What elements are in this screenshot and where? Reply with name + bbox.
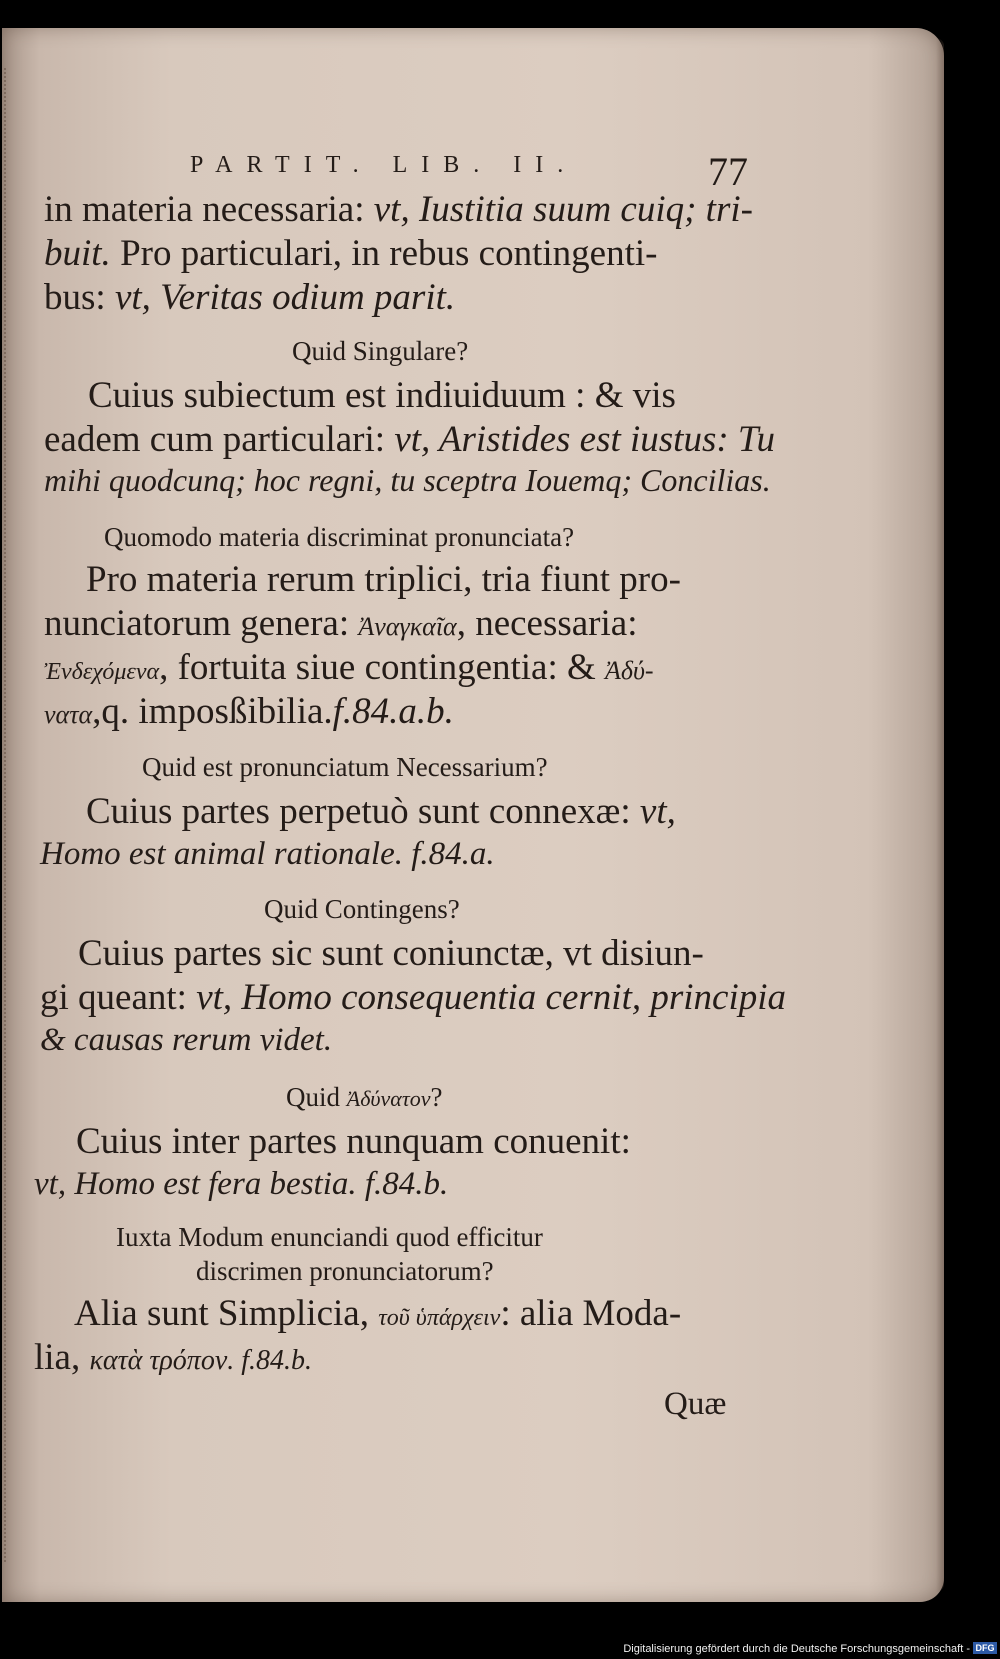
- text-line-16: Cuius inter partes nunquam conuenit:: [76, 1121, 631, 1162]
- page-edge-shadow: [936, 38, 944, 1592]
- greek-text: κατὰ τρόπον. f.84.b.: [89, 1345, 313, 1376]
- text-line-17: vt, Homo est fera bestia. f.84.b.: [34, 1166, 449, 1202]
- greek-text: τοῦ ὑπάρχειν: [378, 1305, 501, 1331]
- text-line-2: [44, 232, 657, 275]
- text-italic: vt, Iustitia suum cuiq; tri-: [373, 189, 753, 230]
- question-text: Quid: [286, 1082, 347, 1112]
- text-line-13: Cuius partes sic sunt coniunctæ, vt disiun-: [78, 933, 704, 974]
- text-line-9: [44, 646, 654, 689]
- greek-text: νατα: [44, 700, 93, 729]
- running-title: PARTIT. LIB. II.: [190, 152, 578, 178]
- text-roman: , fortuita siue contingentia: &: [159, 647, 606, 688]
- text-line-18: [74, 1292, 681, 1335]
- text-roman: : alia Moda-: [500, 1293, 682, 1334]
- text-line-1: [44, 188, 753, 231]
- text-roman: Pro particulari, in rebus contingenti-: [110, 233, 658, 274]
- greek-text: Ἀναγκαῖα: [358, 612, 457, 641]
- greek-text: Ἀδύ-: [605, 656, 654, 685]
- text-roman: bus:: [44, 277, 115, 318]
- question-heading: Quid est pronunciatum Necessarium?: [142, 752, 548, 782]
- catchword: Quæ: [664, 1386, 727, 1422]
- text-italic: vt, Veritas odium parit.: [114, 277, 456, 318]
- text-roman: in materia necessaria:: [44, 189, 374, 230]
- digitization-credit: Digitalisierung gefördert durch die Deutsche Forschungsgemeinschaft -: [623, 1643, 970, 1655]
- text-line-19: [34, 1336, 312, 1379]
- question-heading-line-2: discrimen pronunciatorum?: [196, 1256, 494, 1286]
- question-text: ?: [430, 1082, 443, 1112]
- greek-text: Ἐνδεχόμενα: [44, 659, 160, 685]
- text-italic: vt, Aristides est iustus: Tu: [394, 419, 775, 460]
- question-heading: [286, 1082, 442, 1113]
- text-line-10: [44, 690, 454, 733]
- text-italic: buit.: [44, 233, 111, 274]
- question-heading-line-1: Iuxta Modum enunciandi quod efficitur: [116, 1222, 543, 1252]
- dfg-logo: DFG: [973, 1642, 997, 1654]
- text-line-5: [44, 418, 775, 461]
- text-line-11: [86, 790, 676, 833]
- text-roman: Alia sunt Simplicia,: [74, 1293, 379, 1334]
- text-line-7: Pro materia rerum triplici, tria fiunt pro-: [86, 559, 681, 600]
- text-roman: lia,: [34, 1337, 90, 1378]
- page-number: 77: [708, 149, 748, 194]
- text-roman: gi queant:: [40, 977, 197, 1018]
- text-line-4: Cuius subiectum est indiuiduum : & vis: [88, 375, 676, 416]
- text-line-15: & causas rerum videt.: [40, 1022, 333, 1058]
- question-heading: Quid Contingens?: [264, 894, 460, 924]
- gutter-edge: [4, 68, 10, 1562]
- text-line-14: [40, 976, 786, 1019]
- text-italic: vt,: [639, 791, 676, 832]
- text-roman: Cuius partes perpetuò sunt connexæ:: [86, 791, 640, 832]
- text-roman: eadem cum particulari:: [44, 419, 395, 460]
- text-roman: nunciatorum genera:: [44, 603, 359, 644]
- question-heading: Quid Singulare?: [292, 336, 469, 366]
- text-line-3: [44, 276, 455, 319]
- text-italic: f.84.a.b.: [332, 691, 454, 732]
- text-line-6: mihi quodcunq; hoc regni, tu sceptra Iouemq; Concilias.: [44, 462, 771, 498]
- text-line-12: Homo est animal rationale. f.84.a.: [40, 836, 495, 872]
- question-heading: Quomodo materia discriminat pronunciata?: [104, 522, 575, 552]
- text-roman: ,q. imposßibilia.: [92, 691, 333, 732]
- text-roman: , necessaria:: [456, 603, 638, 644]
- greek-text: Ἀδύνατον: [346, 1086, 431, 1111]
- text-italic: vt, Homo consequentia cernit, principia: [196, 977, 787, 1018]
- text-line-8: [44, 602, 637, 645]
